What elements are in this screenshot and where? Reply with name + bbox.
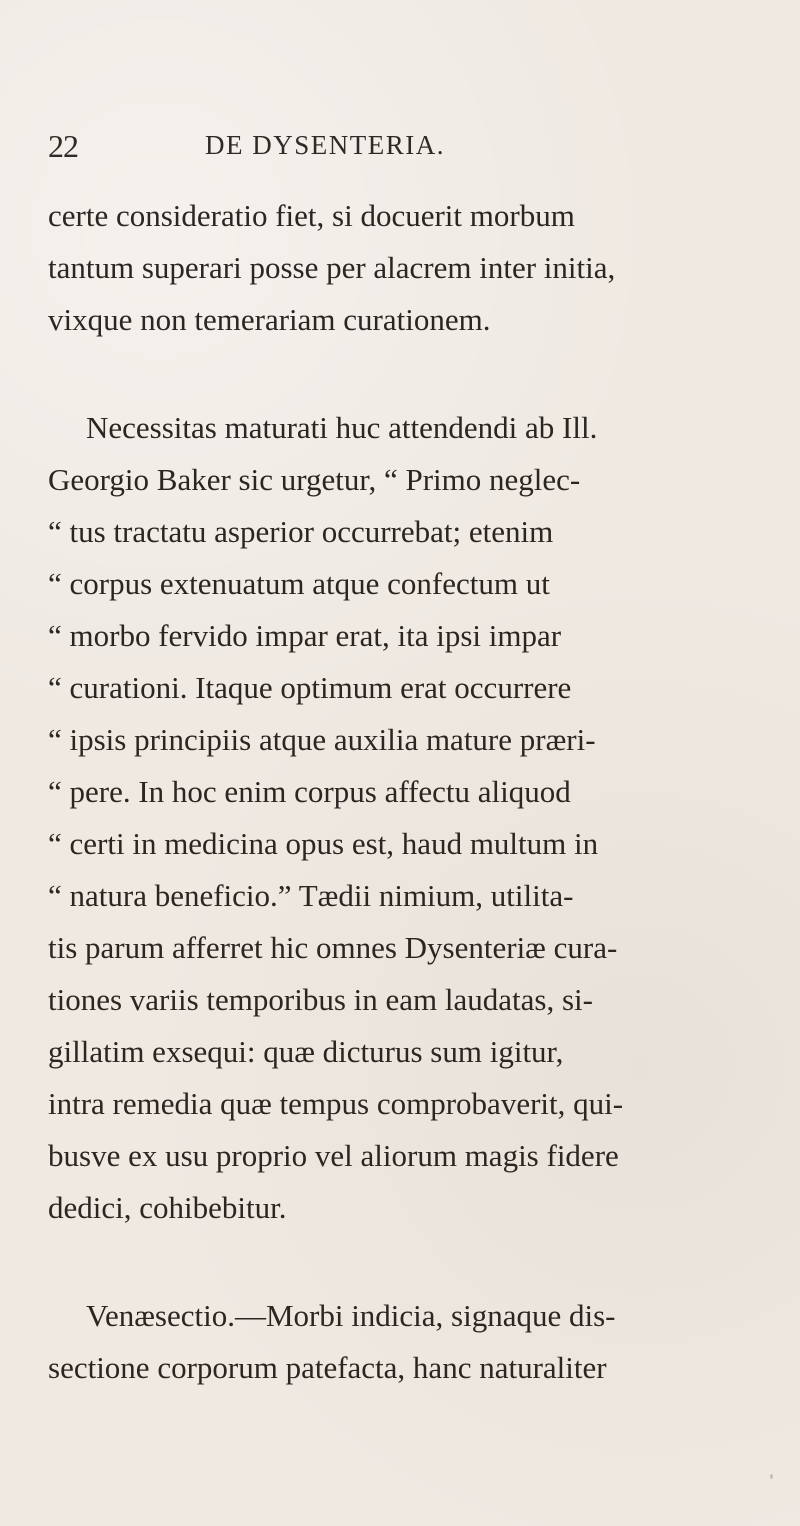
- page-header: [48, 130, 768, 180]
- paragraph-gap: [48, 1234, 768, 1290]
- text-line: tis parum afferret hic omnes Dysenteriæ cura-: [48, 930, 618, 965]
- text-line: “ ipsis principiis atque auxilia mature præri-: [48, 722, 596, 757]
- text-line: “ tus tractatu asperior occurrebat; etenim: [48, 514, 554, 549]
- text-line: “ natura beneficio.” Tædii nimium, utilita-: [48, 878, 574, 913]
- text-line: Venæsectio.—Morbi indicia, signaque dis-: [86, 1298, 616, 1333]
- text-line: “ certi in medicina opus est, haud multum in: [48, 826, 599, 861]
- running-head: DE DYSENTERIA.: [205, 130, 445, 160]
- text-line: tiones variis temporibus in eam laudatas, si-: [48, 982, 593, 1017]
- page-number: 22: [48, 128, 78, 164]
- text-line: Necessitas maturati huc attendendi ab Ill.: [86, 410, 598, 445]
- text-line: “ curationi. Itaque optimum erat occurrere: [48, 670, 572, 705]
- paragraph-1: [48, 190, 768, 346]
- text-line: sectione corporum patefacta, hanc naturaliter: [48, 1350, 607, 1385]
- text-line: Georgio Baker sic urgetur, “ Primo neglec-: [48, 462, 581, 497]
- text-line: “ pere. In hoc enim corpus affectu aliquod: [48, 774, 571, 809]
- text-line: intra remedia quæ tempus comprobaverit, qui-: [48, 1086, 624, 1121]
- text-line: tantum superari posse per alacrem inter initia,: [48, 250, 616, 285]
- body-text: [48, 190, 768, 1394]
- text-line: “ morbo fervido impar erat, ita ipsi impar: [48, 618, 562, 653]
- paragraph-gap: [48, 346, 768, 402]
- text-line: gillatim exsequi: quæ dicturus sum igitur,: [48, 1034, 564, 1069]
- text-line: dedici, cohibebitur.: [48, 1190, 287, 1225]
- text-line: certe consideratio fiet, si docuerit morbum: [48, 198, 575, 233]
- paragraph-2: [48, 402, 768, 1234]
- paragraph-3: [48, 1290, 768, 1394]
- text-line: busve ex usu proprio vel aliorum magis fidere: [48, 1138, 619, 1173]
- text-line: vixque non temerariam curationem.: [48, 302, 491, 337]
- text-line: “ corpus extenuatum atque confectum ut: [48, 566, 550, 601]
- ink-spot: [770, 1474, 773, 1479]
